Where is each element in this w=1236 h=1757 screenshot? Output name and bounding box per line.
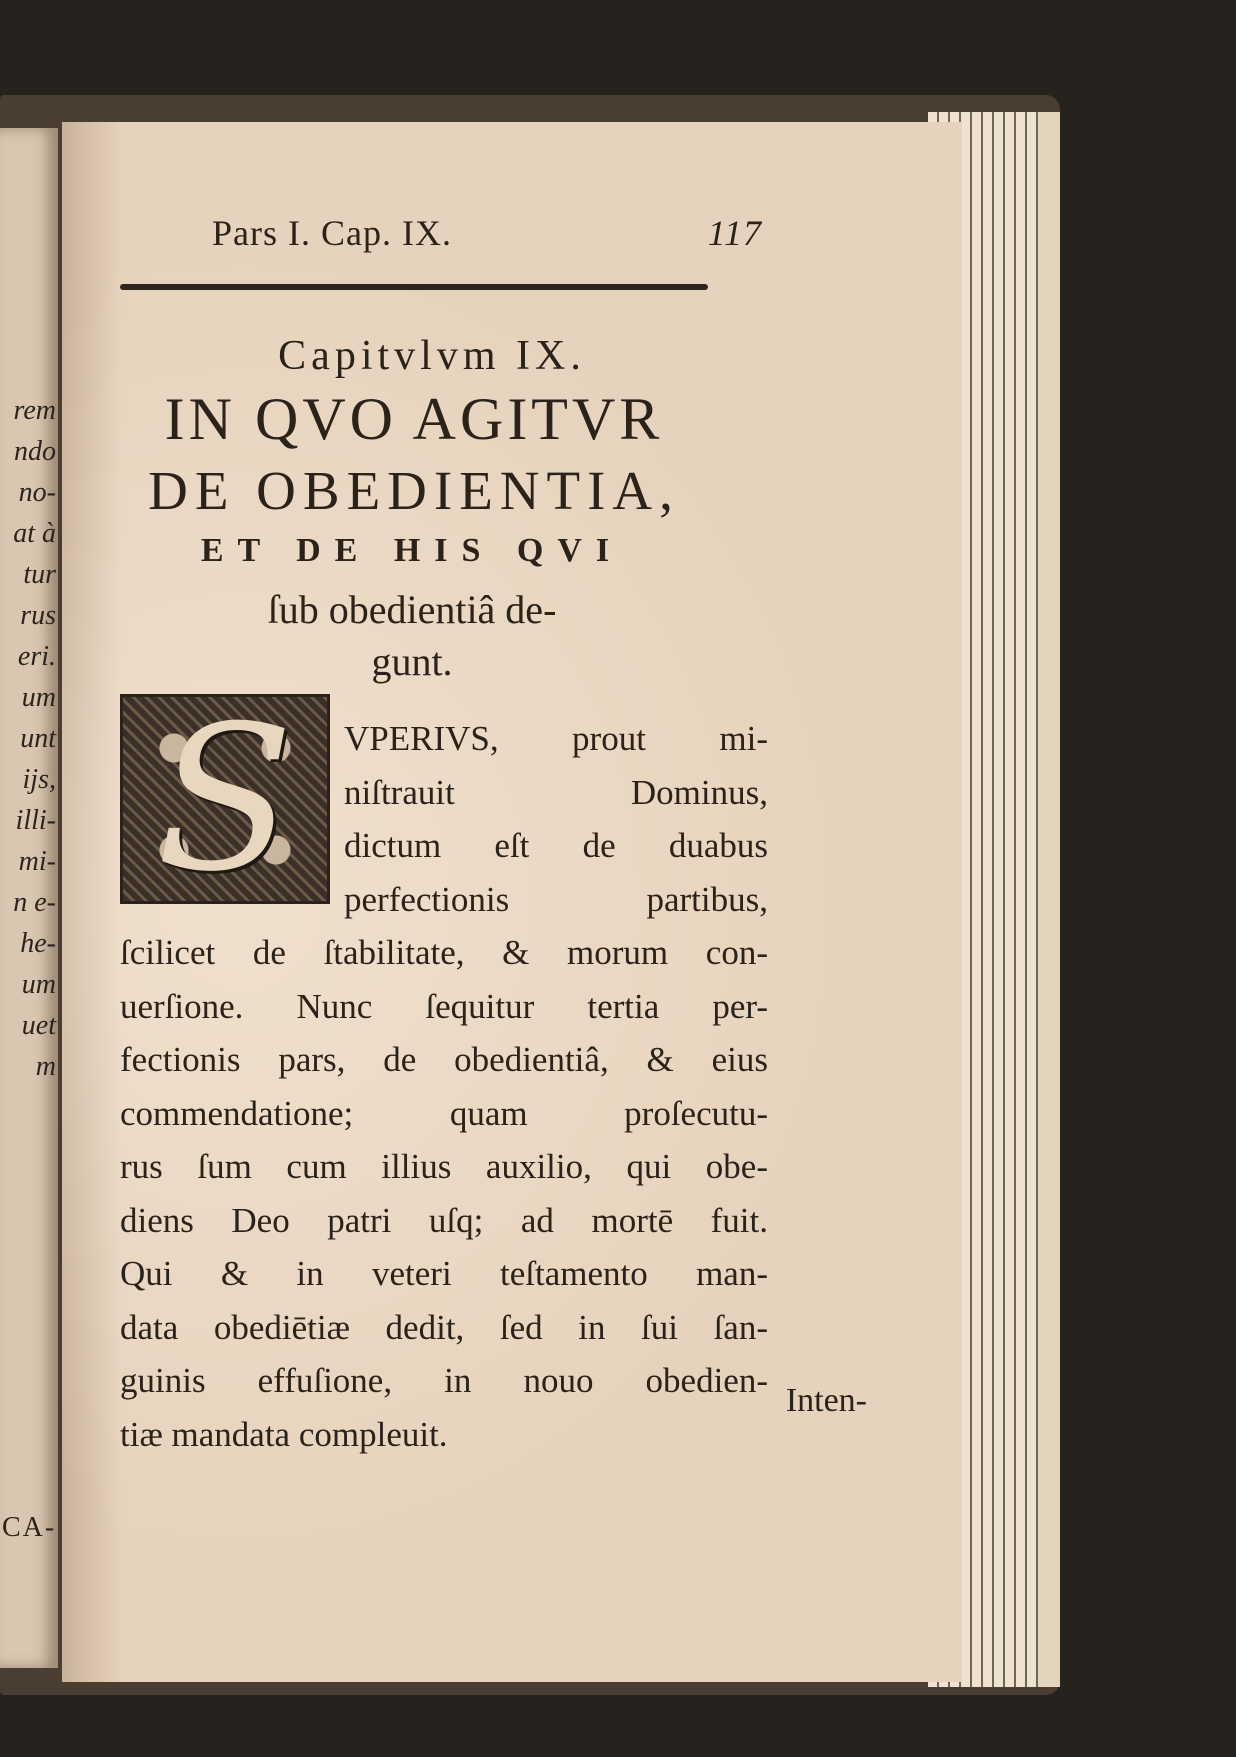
body-text [120, 712, 768, 1461]
heading-line: gunt. [371, 639, 453, 684]
body-line: data obediētiæ dedit, ſed in ſui ſan- [120, 1307, 768, 1347]
left-page-line: um [21, 969, 56, 1000]
initial-letter: S [156, 683, 294, 916]
left-page-line: unt [20, 723, 56, 754]
running-head [112, 212, 762, 262]
body-line: uerſione. Nunc ſequitur tertia per- [120, 986, 768, 1026]
body-line: VPERIVS, prout mi- [344, 719, 768, 758]
body-line: perfectionis partibus, [344, 879, 768, 919]
left-page [0, 128, 58, 1668]
page-number: 117 [707, 213, 762, 253]
running-head-title: Pars I. Cap. IX. [212, 213, 452, 253]
catchword: Inten- [785, 1382, 867, 1419]
left-page-line: ndo [14, 436, 56, 467]
heading-line: ET DE HIS QVI [200, 532, 624, 569]
left-page-line: tur [23, 559, 56, 590]
left-page-line: mi- [18, 846, 56, 877]
left-page-text-edge [0, 390, 58, 1087]
heading-line: ſub obedientiâ de- [267, 587, 557, 632]
header-rule [120, 284, 708, 290]
left-page-line: no- [18, 477, 56, 508]
body-line: fectionis pars, de obedientiâ, & eius [120, 1040, 768, 1079]
left-page-line: m [35, 1051, 56, 1082]
body-line: niſtrauit Dominus, [344, 772, 768, 812]
chapter-heading: Capitvlvm IX. [278, 333, 586, 379]
left-page-line: eri. [17, 641, 56, 672]
left-page-line: rus [20, 600, 56, 631]
left-page-line: n e- [13, 887, 56, 918]
left-page-catchword: CA- [2, 1512, 57, 1543]
left-page-line: he- [20, 928, 56, 959]
left-page-line: ijs, [22, 764, 56, 795]
left-page-line: illi- [15, 805, 56, 836]
body-line: tiæ mandata compleuit. [120, 1414, 448, 1454]
left-page-line: um [21, 682, 56, 713]
body-line: guinis effuſione, in nouo obedien- [120, 1361, 768, 1400]
right-page [62, 122, 962, 1682]
body-line: diens Deo patri uſq; ad mortē fuit. [120, 1200, 768, 1240]
body-line: dictum eſt de duabus [344, 826, 768, 865]
left-page-line: uet [21, 1010, 56, 1041]
body-line: ſcilicet de ſtabilitate, & morum con- [120, 933, 768, 972]
body-line: Qui & in veteri teſtamento man- [120, 1254, 768, 1293]
page-content [62, 122, 962, 1682]
heading-line: DE OBEDIENTIA, [148, 460, 680, 521]
left-page-line: rem [13, 395, 56, 426]
left-page-line: at à [13, 518, 56, 549]
heading-line: IN QVO AGITVR [164, 386, 664, 452]
body-line: rus ſum cum illius auxilio, qui obe- [120, 1147, 768, 1186]
body-line: commendatione; quam proſecutu- [120, 1093, 768, 1133]
